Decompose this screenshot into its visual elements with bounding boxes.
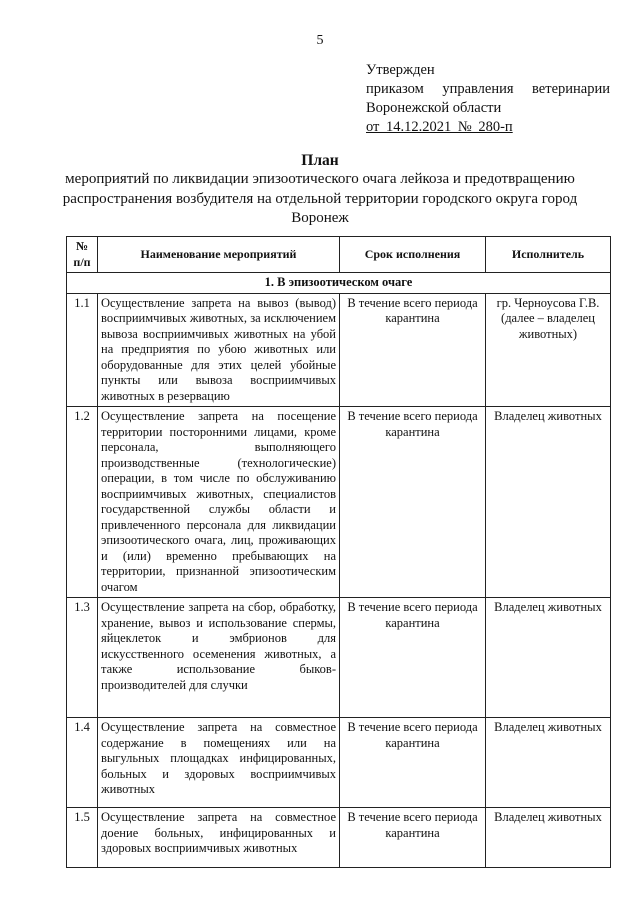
table-row xyxy=(67,407,611,598)
section-row xyxy=(67,273,611,294)
section-title: 1. В эпизоотическом очаге xyxy=(67,273,611,294)
row-term: В течение всего периода карантина xyxy=(340,718,486,808)
approval-line-1: Утвержден xyxy=(366,62,435,78)
row-measure: Осуществление запрета на совместное содержание в помещениях или на выгульных площадках инфицированных, больных и здоровых восприимчивых животных xyxy=(98,718,340,808)
plan-table xyxy=(66,236,611,868)
header-term: Срок исполнения xyxy=(340,237,486,273)
table-row xyxy=(67,293,611,407)
row-term: В течение всего периода карантина xyxy=(340,293,486,407)
table-row xyxy=(67,598,611,718)
row-number: 1.3 xyxy=(67,598,98,718)
header-number: № п/п xyxy=(67,237,98,273)
row-number: 1.4 xyxy=(67,718,98,808)
approval-order-number: от 14.12.2021 № 280-п xyxy=(366,119,513,135)
approval-line-2: приказом управления ветеринарии xyxy=(366,81,610,97)
table-row xyxy=(67,808,611,868)
row-measure: Осуществление запрета на посещение территории посторонними лицами, кроме персонала, выполняющего производственные (технологические) операции, в том числе по обслуживанию восприимчивых животных, специалистов государственной службы области и привлеченного персонала для ликвидации эпизоотического очага, лиц, проживающих и (или) временно пребывающих на территории, признанной эпизоотическим очагом xyxy=(98,407,340,598)
row-executor: Владелец животных xyxy=(486,407,611,598)
approval-line-3: Воронежской области xyxy=(366,100,502,116)
row-term: В течение всего периода карантина xyxy=(340,407,486,598)
row-number: 1.2 xyxy=(67,407,98,598)
row-number: 1.5 xyxy=(67,808,98,868)
row-term: В течение всего периода карантина xyxy=(340,598,486,718)
row-measure: Осуществление запрета на сбор, обработку, хранение, вывоз и использование спермы, яйцеклеток и эмбрионов для искусственного осеменения животных, а также использование быков-производителей для случки xyxy=(98,598,340,718)
page-number: 5 xyxy=(316,33,324,48)
approval-block xyxy=(366,61,610,137)
table-header-row xyxy=(67,237,611,273)
row-executor: Владелец животных xyxy=(486,808,611,868)
document-title: План xyxy=(301,152,339,169)
row-executor: Владелец животных xyxy=(486,718,611,808)
header-name: Наименование мероприятий xyxy=(98,237,340,273)
table-row xyxy=(67,718,611,808)
row-executor: Владелец животных xyxy=(486,598,611,718)
row-measure: Осуществление запрета на вывоз (вывод) восприимчивых животных, за исключением вывоза восприимчивых животных на убой на предприятия по убою животных или оборудованные для этих целей убойные пункты или вывоза восприимчивых животных в резервацию xyxy=(98,293,340,407)
row-executor: гр. Черноусова Г.В. (далее – владелец животных) xyxy=(486,293,611,407)
row-measure: Осуществление запрета на совместное доение больных, инфицированных и здоровых восприимчивых животных xyxy=(98,808,340,868)
header-executor: Исполнитель xyxy=(486,237,611,273)
row-number: 1.1 xyxy=(67,293,98,407)
document-subtitle: мероприятий по ликвидации эпизоотического очага лейкоза и предотвращению распространения возбудителя на отдельной территории городского округа город Воронеж xyxy=(62,171,578,226)
row-term: В течение всего периода карантина xyxy=(340,808,486,868)
